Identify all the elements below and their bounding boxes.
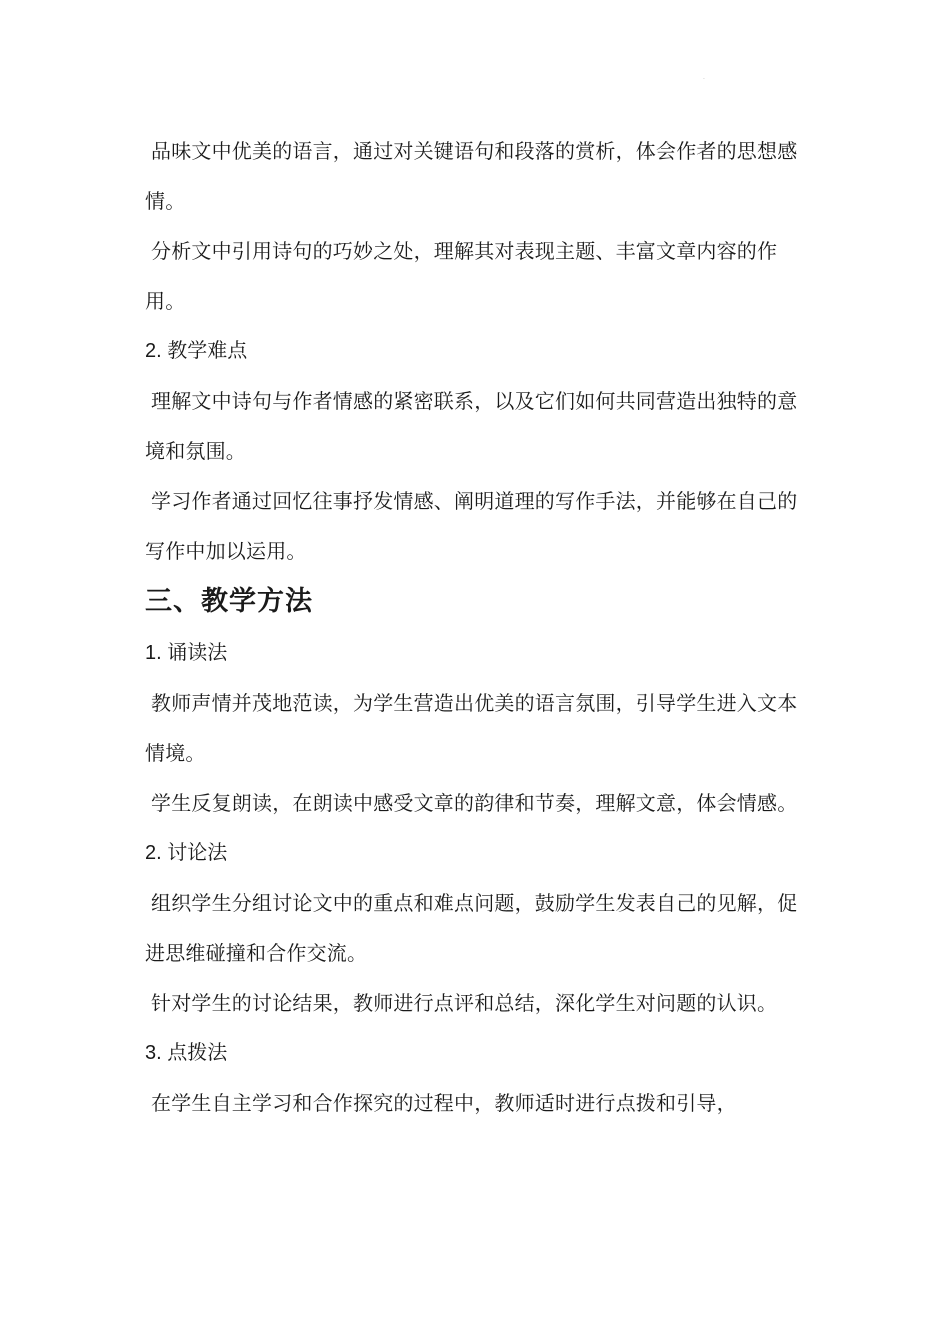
subheading-recitation: 1. 诵读法: [145, 642, 228, 664]
corner-mark: ·: [703, 76, 705, 83]
paragraph-guidance: 在学生自主学习和合作探究的过程中，教师适时进行点拨和引导，: [151, 1091, 737, 1115]
document-body: [145, 126, 810, 1128]
paragraph-difficulty-writing: 学习作者通过回忆往事抒发情感、阐明道理的写作手法，并能够在自己的写作中加以运用。: [145, 489, 798, 563]
paragraph-difficulty-emotion: 理解文中诗句与作者情感的紧密联系，以及它们如何共同营造出独特的意境和氛围。: [145, 389, 798, 463]
paragraph-recitation-student: 学生反复朗读，在朗读中感受文章的韵律和节奏，理解文意，体会情感。: [151, 791, 798, 815]
subheading-guidance: 3. 点拨法: [145, 1042, 228, 1064]
paragraph-discussion-review: 针对学生的讨论结果，教师进行点评和总结，深化学生对问题的认识。: [151, 991, 778, 1015]
paragraph-key-point-poems: 分析文中引用诗句的巧妙之处，理解其对表现主题、丰富文章内容的作用。: [145, 239, 778, 313]
paragraph-recitation-teacher: 教师声情并茂地范读，为学生营造出优美的语言氛围，引导学生进入文本情境。: [145, 691, 798, 765]
paragraph-key-point-language: 品味文中优美的语言，通过对关键语句和段落的赏析，体会作者的思想感情。: [145, 139, 798, 213]
paragraph-discussion-groups: 组织学生分组讨论文中的重点和难点问题，鼓励学生发表自己的见解，促进思维碰撞和合作交流。: [145, 891, 798, 965]
subheading-discussion: 2. 讨论法: [145, 842, 228, 864]
section-heading-teaching-methods: 三、教学方法: [145, 586, 313, 617]
subheading-teaching-difficulties: 2. 教学难点: [145, 340, 248, 362]
